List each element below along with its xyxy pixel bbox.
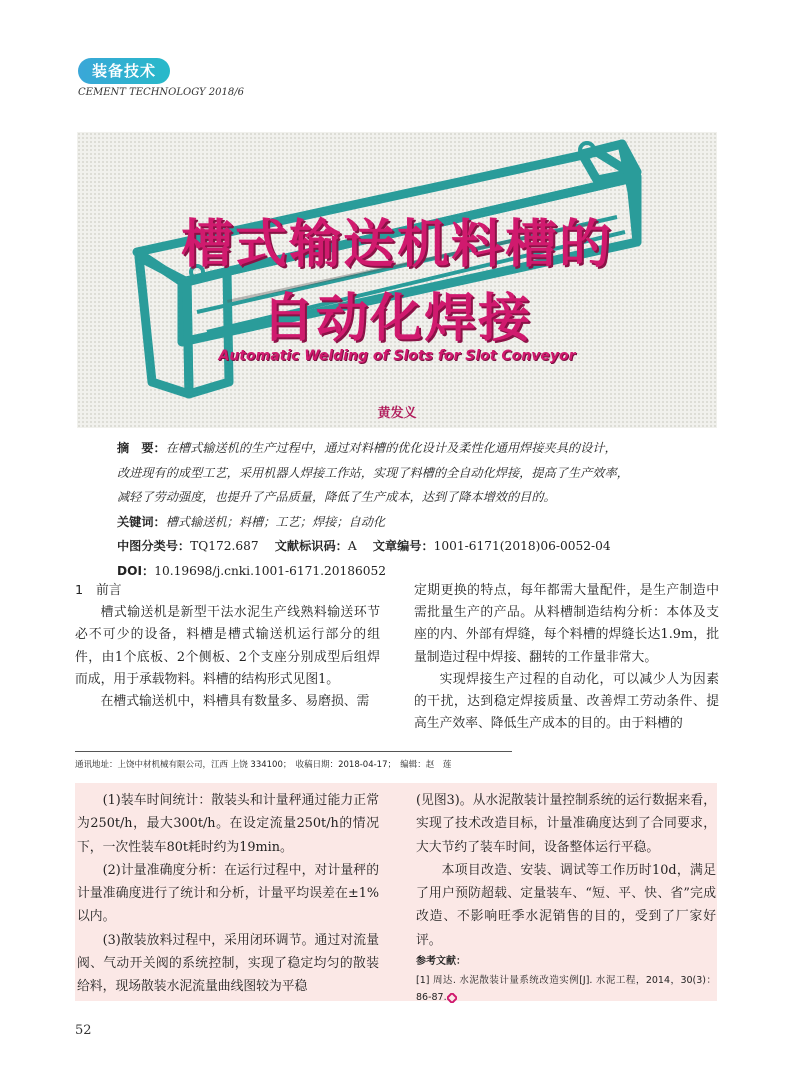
- doi: 10.19698/j.cnki.1001-6171.20186052: [154, 563, 387, 578]
- body-column-right: [414, 580, 719, 735]
- doc-code-label: 文献标识码：: [274, 539, 348, 553]
- title-banner: [77, 132, 717, 428]
- author-name: 黄发义: [377, 406, 417, 421]
- paragraph: 槽式输送机是新型干法水泥生产线熟料输送环节必不可少的设备，料槽是槽式输送机运行部分的组件，由1个底板、2个侧板、2个支座分别成型后组焊而成，用于承载物料。料槽的结构形式见图1。: [75, 605, 380, 687]
- clc-label: 中图分类号：: [117, 539, 191, 553]
- article-end-icon: [447, 993, 457, 1003]
- article-title-line-1: 槽式输送机料槽的: [180, 215, 613, 275]
- abstract-label: 摘 要：: [117, 441, 166, 455]
- paragraph: 在槽式输送机中，料槽具有数量多、易磨损、需: [100, 694, 370, 710]
- journal-running-header: CEMENT TECHNOLOGY 2018/6: [78, 87, 244, 98]
- paragraph: 实现焊接生产过程的自动化，可以减少人为因素的干扰，达到稳定焊接质量、改善焊工劳动条件、提高生产效率、降低生产成本的目的。由于料槽的: [414, 671, 719, 732]
- paragraph: (见图3)。从水泥散装计量控制系统的运行数据来看，实现了技术改造目标，计量准确度达到了合同要求，大大节约了装车时间，设备整体运行平稳。: [416, 793, 716, 855]
- page-number: 52: [75, 1023, 92, 1038]
- article-number: 1001-6171(2018)06-0052-04: [433, 539, 611, 553]
- correspondence-footnote: 通讯地址：上饶中材机械有限公司，江西 上饶 334100； 收稿日期：2018-04-17； 编辑：赵 莲: [75, 760, 452, 770]
- paragraph: 定期更换的特点，每年都需大量配件，是生产制造中需批量生产的产品。从料槽制造结构分析：本体及支座的内、外部有焊缝，每个料槽的焊缝长达1.9m，批量制造过程中焊接、翻转的工作量非常大。: [414, 583, 719, 665]
- doc-code: A: [347, 539, 357, 553]
- body-column-left: [75, 580, 380, 713]
- paragraph: (3)散装放料过程中，采用闭环调节。通过对流量阀、气动开关阀的系统控制，实现了稳定均匀的散装给料，现场散装水泥流量曲线图较为平稳: [77, 932, 379, 995]
- reference-item: [1] 周达. 水泥散装计量系统改造实例[J]. 水泥工程，2014，30(3)：86-87.: [416, 975, 716, 1004]
- keywords-label: 关键词：: [117, 514, 166, 529]
- clc-number: TQ172.687: [190, 539, 259, 553]
- section-heading: 1 前言: [75, 583, 122, 598]
- abstract-line-3: 减轻了劳动强度，也提升了产品质量，降低了生产成本，达到了降本增效的目的。: [117, 490, 556, 504]
- continued-column-right: [416, 789, 716, 1006]
- abstract-block: [117, 436, 697, 583]
- paragraph: 本项目改造、安装、调试等工作历时10d，满足了用户预防超载、定量装车、“短、平、快、省”完成改造、不影响旺季水泥销售的目的，受到了厂家好评。: [416, 862, 716, 948]
- keywords: 槽式输送机；料槽；工艺；焊接；自动化: [165, 514, 386, 529]
- paragraph: (2)计量准确度分析：在运行过程中，对计量秤的计量准确度进行了统计和分析，计量平均误差在±1%以内。: [77, 862, 379, 925]
- doi-label: DOI：: [117, 563, 155, 578]
- continued-column-left: [77, 789, 379, 999]
- footnote-divider: [75, 751, 512, 752]
- article-title-line-2: 自动化焊接: [261, 289, 532, 349]
- section-tag: 装备技术: [78, 58, 170, 84]
- article-no-label: 文章编号：: [372, 539, 434, 553]
- abstract-line-1: 在槽式输送机的生产过程中，通过对料槽的优化设计及柔性化通用焊接夹具的设计，: [165, 441, 617, 455]
- references-heading: 参考文献：: [416, 956, 466, 968]
- paragraph: (1)装车时间统计：散装头和计量秤通过能力正常为250t/h，最大300t/h。在设定流量250t/h的情况下，一次性装车80t耗时约为19min。: [77, 793, 379, 855]
- english-title: Automatic Welding of Slots for Slot Conveyor: [218, 348, 576, 364]
- abstract-line-2: 改进现有的成型工艺，采用机器人焊接工作站，实现了料槽的全自动化焊接，提高了生产效率，: [117, 465, 629, 480]
